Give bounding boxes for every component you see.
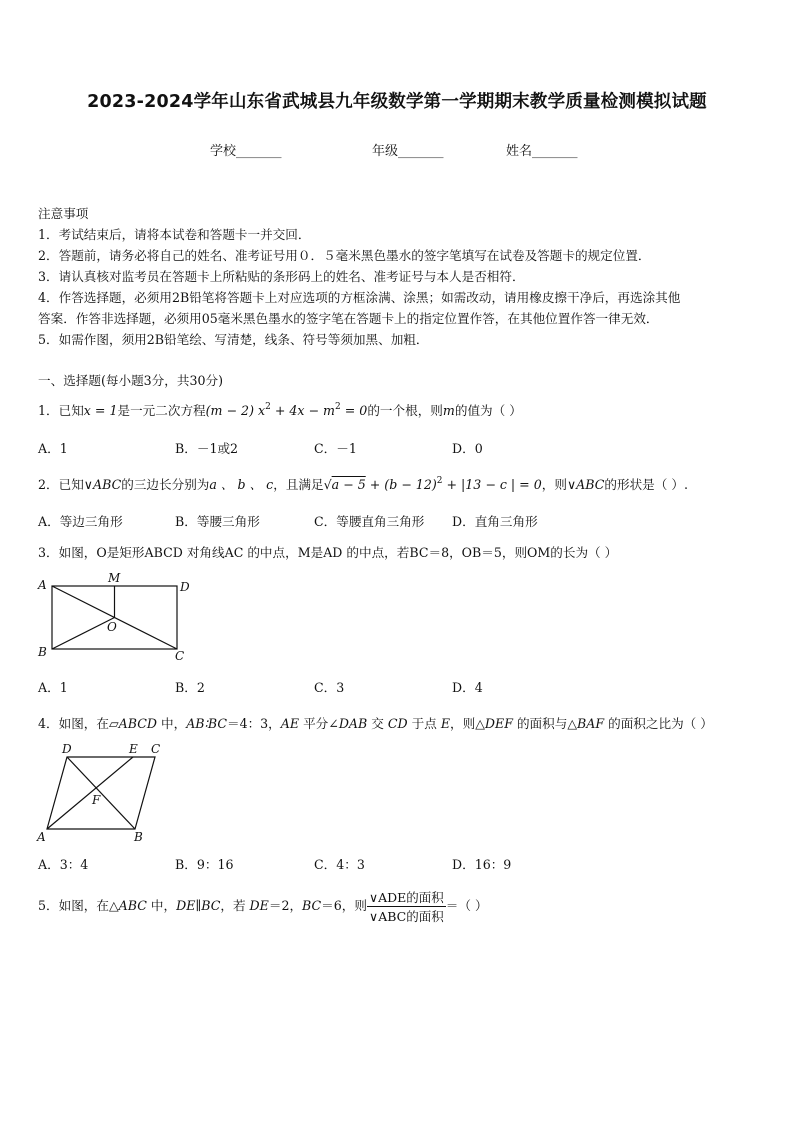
q3-option-c[interactable]: C．3: [314, 680, 345, 695]
q5-text-e: ，若: [220, 898, 250, 913]
q5-text-b: ABC: [118, 898, 147, 913]
question-2: 2．已知∨ABC的三边长分别为a 、 b 、 c，且满足$√a - 5 + (b - 12)^2 + |13 - c$ | = 0，则∨ABC的形状是（ ）.: [38, 476, 688, 492]
q2-sqrt: √a − 5: [323, 477, 366, 492]
question-3: 3．如图，O是矩形ABCD 对角线AC 的中点，M是AD 的中点，若BC＝8，OB＝5，则OM的长为（ ）: [38, 545, 618, 560]
q2-prefix: 2．已知: [38, 477, 84, 492]
grade-field[interactable]: [372, 140, 444, 159]
q5-text-a: 5．如图，在△: [38, 898, 119, 913]
name-blank: _______: [532, 144, 578, 159]
q2-mid2: ，且满足: [273, 477, 324, 492]
label-m: M: [108, 571, 121, 585]
q1-option-b[interactable]: B．－1或2: [175, 441, 239, 456]
q2-tail: 的形状是（ ）.: [604, 477, 688, 492]
name-field[interactable]: [506, 140, 578, 159]
label-d: D: [180, 580, 190, 594]
q1-eq-b: + 4x − m: [270, 403, 336, 418]
label-a: A: [37, 830, 46, 844]
segment-db: [67, 757, 135, 829]
q5-text-f: DE: [249, 898, 269, 913]
q2-sqrt-body: a − 5: [331, 477, 366, 492]
q4-text-d: AB∶BC: [186, 716, 227, 731]
q5-frac-den: ∨ABC的面积: [369, 909, 444, 924]
school-field[interactable]: [210, 140, 282, 159]
q4-text-c: 中，: [157, 716, 187, 731]
q4-text-n: DEF: [484, 716, 513, 731]
q5-text-g: ＝2，: [268, 898, 303, 913]
label-f: F: [92, 793, 101, 807]
q4-text-g: 平分: [299, 716, 329, 731]
note-item: 1．考试结束后，请将本试卷和答题卡一并交回．: [38, 227, 311, 242]
q1-option-a[interactable]: A．1: [38, 441, 68, 456]
q4-option-b[interactable]: B．9：16: [175, 857, 234, 872]
q5-frac-num: ∨ADE的面积: [368, 890, 444, 905]
q4-text-j: CD: [387, 716, 408, 731]
q2-option-b[interactable]: B．等腰三角形: [175, 514, 260, 529]
q5-text-d: DE∥BC: [176, 898, 221, 913]
label-e: E: [129, 742, 138, 756]
q4-option-a[interactable]: A．3：4: [38, 857, 89, 872]
question-5: [38, 888, 488, 925]
q5-fraction: [367, 888, 446, 925]
q4-text-o: 的面积与△: [512, 716, 578, 731]
label-a: A: [38, 578, 47, 592]
question-1: 1．已知x = 1是一元二次方程(m − 2) $x^2 + 4x - m^2 = 0$的一个根，则m的值为（ ）: [38, 402, 522, 418]
note-item: 5．如需作图，须用2B铅笔绘、写清楚，线条、符号等须加黑、加粗．: [38, 332, 429, 347]
q1-eq-a: (m − 2) x: [205, 403, 266, 418]
note-item: 2．答题前，请务必将自己的姓名、准考证号用０．５毫米黑色墨水的签字笔填写在试卷及答题卡的规定位置．: [38, 248, 651, 263]
q4-text-k: 于点: [407, 716, 441, 731]
school-label: 学校: [210, 144, 237, 159]
note-item: 4．作答选择题，必须用2B铅笔将答题卡上对应选项的方框涂满、涂黑；如需改动，请用橡皮擦干净后，再选涂其他: [38, 290, 681, 305]
q3-option-b[interactable]: B．2: [175, 680, 205, 695]
q4-text-a: 4．如图，在: [38, 716, 109, 731]
q4-text-f: AE: [280, 716, 300, 731]
parallelogram-figure: [34, 740, 184, 845]
q4-text-m: ，则△: [450, 716, 485, 731]
rectangle-figure: [34, 570, 194, 665]
q1-tail2: 的值为（ ）: [454, 403, 522, 418]
q1-option-d[interactable]: D．0: [452, 441, 483, 456]
label-o: O: [107, 620, 117, 634]
q5-tail: ＝（ ）: [445, 898, 488, 913]
q3-option-a[interactable]: A．1: [38, 680, 68, 695]
school-blank: _______: [236, 144, 282, 159]
q1-mid: 是一元二次方程: [117, 403, 206, 418]
q2-option-a[interactable]: A．等边三角形: [38, 514, 123, 529]
grade-label: 年级: [372, 144, 399, 159]
q1-condition: x = 1: [83, 403, 118, 418]
q4-text-i: 交: [367, 716, 388, 731]
name-label: 姓名: [506, 144, 533, 159]
label-c: C: [151, 742, 161, 756]
q2-eq-rest2: + |13 − c | = 0: [442, 477, 542, 492]
segment-bo: [52, 618, 115, 650]
q4-text-e: ＝4：3，: [226, 716, 281, 731]
q4-option-d[interactable]: D．16：9: [452, 857, 512, 872]
q1-tail1: 的一个根，则: [367, 403, 443, 418]
section-heading: 一、选择题(每小题3分，共30分): [38, 373, 223, 388]
label-b: B: [134, 830, 143, 844]
q5-text-h: BC: [302, 898, 322, 913]
q3-option-d[interactable]: D．4: [452, 680, 483, 695]
question-4: [38, 713, 713, 732]
q2-mid3: ，则: [541, 477, 567, 492]
label-d: D: [62, 742, 72, 756]
q2-option-d[interactable]: D．直角三角形: [452, 514, 538, 529]
q4-text-p: BAF: [577, 716, 605, 731]
grade-blank: _______: [398, 144, 444, 159]
q2-sides: a 、 b 、 c: [209, 477, 274, 492]
q2-triangle-2: ∨ABC: [566, 477, 605, 492]
notes-heading: 注意事项: [38, 206, 89, 221]
q4-text-l: E: [440, 716, 451, 731]
label-b: B: [38, 645, 47, 659]
q1-eq-c: = 0: [340, 403, 368, 418]
q1-option-c[interactable]: C．－1: [314, 441, 357, 456]
q4-text-h: ∠DAB: [328, 716, 368, 731]
q2-eq-rest: + (b − 12): [365, 477, 437, 492]
q1-var: m: [442, 403, 455, 418]
q4-text-q: 的面积之比为（ ）: [604, 716, 713, 731]
q2-triangle: ∨ABC: [83, 477, 122, 492]
q1-prefix: 1．已知: [38, 403, 84, 418]
q2-option-c[interactable]: C．等腰直角三角形: [314, 514, 425, 529]
segment-ae: [47, 757, 133, 829]
label-c: C: [175, 649, 185, 663]
note-item: 3．请认真核对监考员在答题卡上所粘贴的条形码上的姓名、准考证号与本人是否相符．: [38, 269, 525, 284]
q2-mid1: 的三边长分别为: [121, 477, 210, 492]
q4-text-b: ▱ABCD: [108, 716, 157, 731]
page-title: 2023-2024学年山东省武城县九年级数学第一学期期末教学质量检测模拟试题: [87, 92, 707, 112]
q5-text-i: ＝6，则: [321, 898, 367, 913]
q5-text-c: 中，: [146, 898, 177, 913]
note-item: 答案．作答非选择题，必须用05毫米黑色墨水的签字笔在答题卡上的指定位置作答，在其他位置作答一律无效．: [38, 311, 659, 326]
q4-option-c[interactable]: C．4：3: [314, 857, 365, 872]
